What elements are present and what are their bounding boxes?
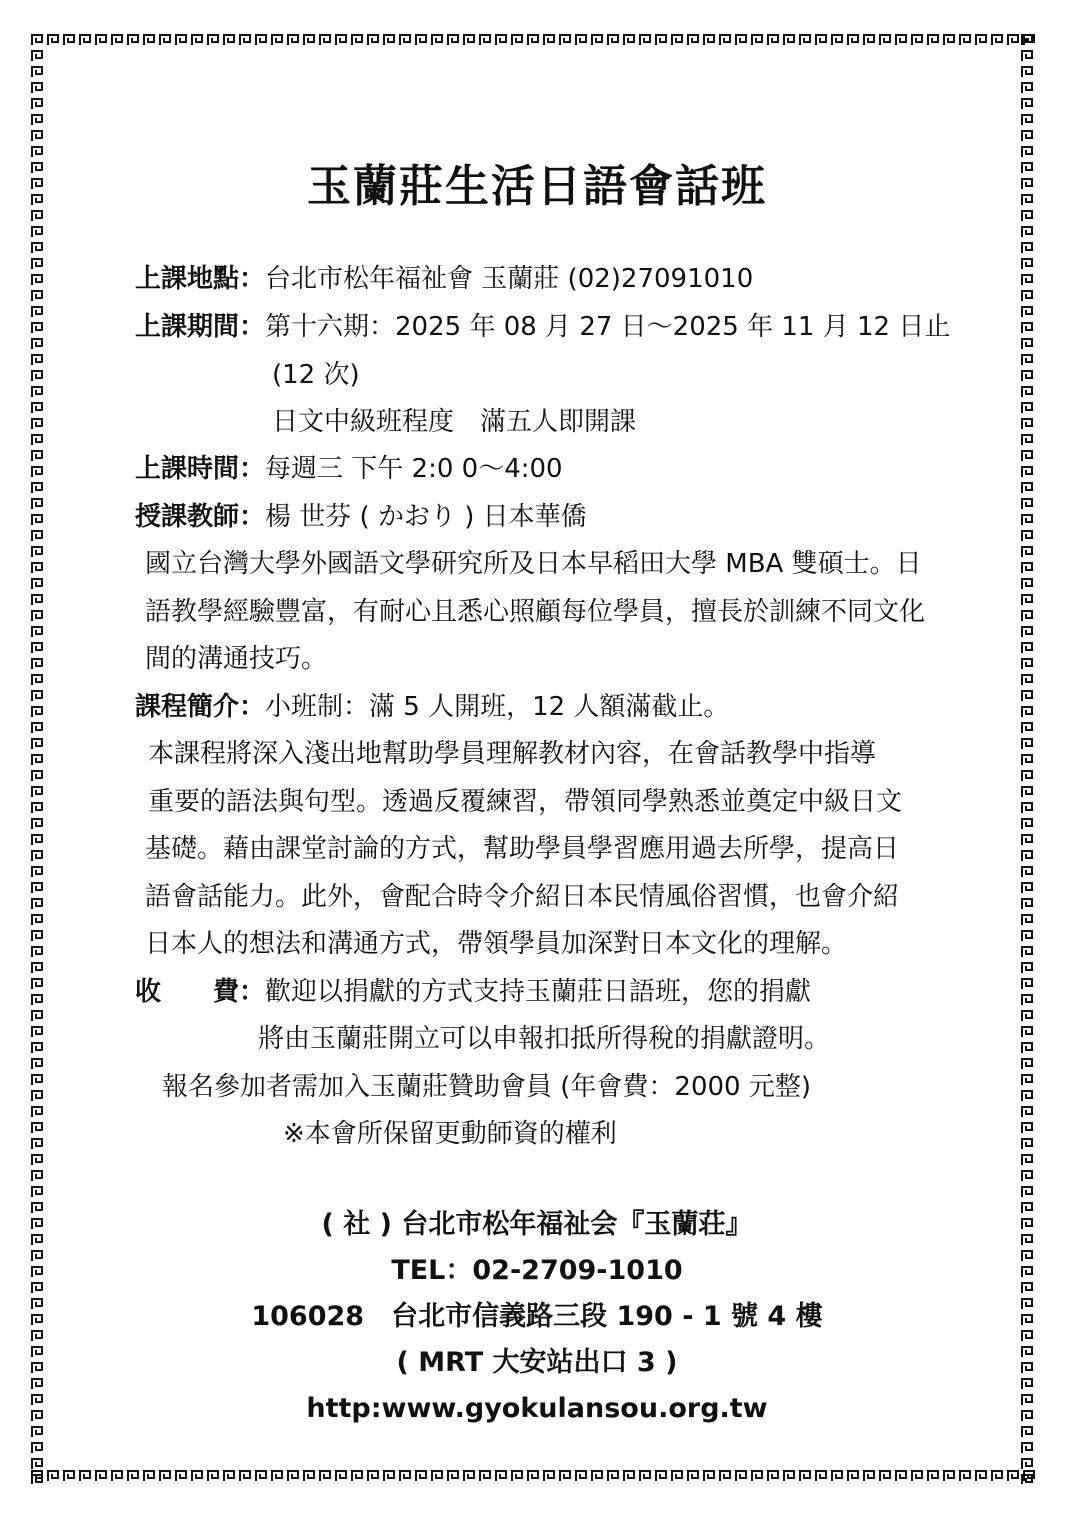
footer-org: ( 社 ) 台北市松年福祉会『玉蘭荘』 [321,1209,753,1240]
course-desc-line: 本課程將深入淺出地幫助學員理解教材內容，在會話教學中指導 [148,739,877,769]
course-desc-line: 基礎。藉由課堂討論的方式，幫助學員學習應用過去所學，提高日 [145,834,900,864]
period-count: (12 次) [272,360,360,390]
teacher-label: 授課教師： [135,502,266,532]
fee-line2: 將由玉蘭莊開立可以申報扣抵所得稅的捐獻證明。 [258,1024,831,1054]
period-value: 第十六期：2025 年 08 月 27 日～2025 年 11 月 12 日止 [265,312,951,342]
fee-value: 歡迎以捐獻的方式支持玉蘭莊日語班，您的捐獻 [265,977,812,1007]
course-desc-line: 日本人的想法和溝通方式，帶領學員加深對日本文化的理解。 [145,929,848,959]
teacher-row [135,500,587,534]
fee-membership: 報名參加者需加入玉蘭莊贊助會員 (年會費：2000 元整) [162,1072,811,1102]
period-row [135,310,950,344]
border-top-pattern [30,32,1036,48]
fee-row [135,975,811,1009]
time-row [135,452,563,486]
course-row [135,690,729,724]
course-label: 課程簡介： [135,692,266,722]
course-desc-line: 語會話能力。此外，會配合時令介紹日本民情風俗習慣，也會介紹 [145,882,900,912]
location-label: 上課地點： [135,264,266,294]
location-value: 台北市松年福祉會 玉蘭莊 (02)27091010 [265,264,754,294]
time-value: 每週三 下午 2:0 0～4:00 [265,454,563,484]
footer-address: 106028 台北市信義路三段 190 - 1 號 4 樓 [251,1301,823,1332]
footer-mrt: ( MRT 大安站出口 3 ) [396,1347,678,1378]
teacher-bio-line: 國立台灣大學外國語文學研究所及日本早稻田大學 MBA 雙碩士。日 [145,549,922,579]
border-bottom-pattern [30,1468,1036,1484]
fee-note: ※本會所保留更動師資的權利 [283,1119,617,1149]
teacher-bio-line: 語教學經驗豐富，有耐心且悉心照顧每位學員，擅長於訓練不同文化 [145,597,926,627]
time-label: 上課時間： [135,454,266,484]
location-row [135,262,753,296]
period-label: 上課期間： [135,312,266,342]
teacher-bio-line: 間的溝通技巧。 [145,644,328,674]
period-level: 日文中級班程度 滿五人即開課 [272,407,637,437]
page-title: 玉蘭莊生活日語會話班 [307,161,767,212]
fee-label: 收 費： [135,977,266,1007]
footer-tel: TEL：02-2709-1010 [391,1255,683,1286]
course-value: 小班制：滿 5 人開班，12 人額滿截止。 [265,692,730,722]
footer-website: http:www.gyokulansou.org.tw [306,1393,768,1424]
teacher-value: 楊 世芬 ( かおり ) 日本華僑 [265,502,587,532]
course-desc-line: 重要的語法與句型。透過反覆練習，帶領同學熟悉並奠定中級日文 [148,787,903,817]
